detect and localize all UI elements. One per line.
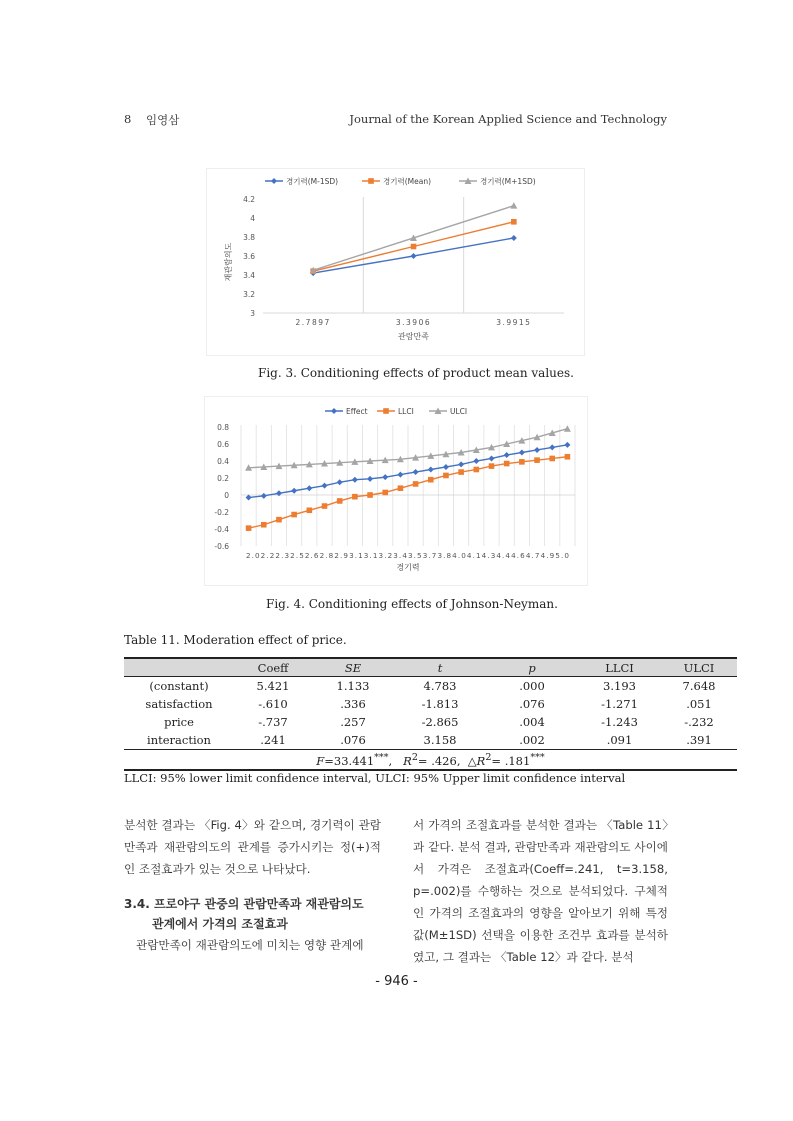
table-cell: -1.813 (421, 697, 459, 711)
table-cell: .336 (340, 697, 366, 711)
data-point (367, 492, 373, 498)
y-tick-label: 4 (250, 214, 255, 223)
y-tick-label: 0.6 (217, 440, 229, 449)
body-left-column (124, 814, 381, 956)
table-cell: .004 (519, 715, 545, 729)
body-right-column (413, 814, 668, 968)
section-title-line-1: 3.4. 프로야구 관중의 관람만족과 재관람의도 (124, 897, 364, 911)
data-point (519, 459, 525, 465)
data-point (291, 512, 297, 518)
data-point (534, 447, 540, 453)
section-title-line-2: 관계에서 가격의 조절효과 (152, 917, 288, 931)
table-row (124, 731, 737, 750)
data-point (534, 457, 540, 463)
table-cell: satisfaction (145, 697, 213, 711)
table-header-cell: LLCI (578, 658, 661, 677)
page-footer-number: - 946 - (375, 974, 418, 989)
table-header-cell: p (486, 658, 578, 677)
data-point (511, 219, 517, 225)
data-point (382, 490, 388, 496)
data-point (246, 525, 252, 531)
table-cell: .257 (340, 715, 366, 729)
table-cell: -.232 (684, 715, 714, 729)
table-cell: -.610 (258, 697, 288, 711)
data-point (474, 467, 480, 473)
left-paragraph-1: 분석한 결과는 〈Fig. 4〉와 같으며, 경기력이 관람만족과 재관람의도의 관계를 증가시키는 정(+)적인 조절효과가 있는 것으로 나타났다. (124, 818, 381, 876)
data-point (411, 244, 417, 250)
y-tick-label: 0.2 (217, 474, 229, 483)
table-row (124, 677, 737, 696)
figure-4-caption: Fig. 4. Conditioning effects of Johnson-Neyman. (266, 597, 558, 611)
table-cell: -2.865 (421, 715, 459, 729)
dr2-label: △R (467, 753, 486, 768)
table-cell: price (164, 715, 194, 729)
legend-item-text: ULCI (450, 407, 468, 416)
data-point (564, 442, 570, 448)
y-tick-label: 0.4 (217, 457, 229, 466)
data-point (504, 452, 510, 458)
x-axis-title: 관람만족 (398, 332, 429, 341)
table-row (124, 695, 737, 713)
figure-3-caption: Fig. 3. Conditioning effects of product mean values. (258, 366, 574, 380)
table-cell: 4.783 (423, 679, 457, 693)
left-paragraph-2: 관람만족이 재관람의도에 미치는 영향 관계에 (136, 938, 364, 952)
legend-item-marker (368, 178, 374, 184)
y-tick-label: -0.4 (214, 525, 229, 534)
data-point (443, 464, 449, 470)
table-cell: .241 (234, 731, 312, 750)
y-tick-label: 3.6 (243, 252, 255, 261)
f-significance: *** (374, 751, 389, 763)
x-tick-label: 3.3906 (395, 318, 432, 327)
data-point (246, 495, 252, 501)
y-tick-label: 3.2 (243, 290, 255, 299)
data-point (411, 253, 417, 259)
data-point (458, 461, 464, 467)
legend-item-marker (331, 408, 337, 414)
table-cell: -1.271 (601, 697, 638, 711)
data-point (428, 467, 434, 473)
legend-item-text: Effect (346, 407, 368, 416)
table-cell: 3.158 (394, 731, 486, 750)
y-tick-label: 0.8 (217, 423, 229, 432)
dr2-value: = .181 (491, 753, 531, 768)
table-11-note: LLCI: 95% lower limit confidence interval, ULCI: 95% Upper limit confidence interval (124, 771, 626, 785)
data-point (549, 456, 555, 462)
data-point (549, 444, 555, 450)
y-tick-label: 4.2 (243, 195, 255, 204)
data-point (352, 494, 358, 500)
legend-item-marker (271, 178, 277, 184)
table-cell: .076 (312, 731, 394, 750)
x-tick-labels: 2.02.22.32.52.62.82.93.13.13.23.43.53.73.84.04.14.34.44.64.74.95.0 (245, 551, 571, 560)
table-cell: .391 (661, 731, 737, 750)
table-cell: .002 (486, 731, 578, 750)
table-header-cell: Coeff (234, 658, 312, 677)
data-point (504, 461, 510, 467)
header-author: 임영삼 (146, 113, 180, 127)
y-tick-label: 3 (250, 309, 255, 318)
x-axis-title: 경기력 (396, 563, 420, 572)
header-journal: Journal of the Korean Applied Science and Technology (349, 112, 667, 126)
table-header-cell (124, 658, 234, 677)
y-axis-title: 재관람의도 (224, 242, 233, 282)
data-point (398, 485, 404, 491)
data-point (261, 522, 267, 528)
dr2-significance: *** (530, 751, 545, 763)
right-paragraph: 서 가격의 조절효과를 분석한 결과는 〈Table 11〉과 같다. 분석 결과, 관람만족과 재관람의도 사이에서 가격은 조절효과(Coeff=.241, t=3.158, p=.002)를 수행하는 것으로 분석되었다. 구체적인 가격의 조절효과의 영향을 알아보기 위해 특정 값(M±1SD) 선택을 이용한 조건부 효과를 분석하였고, 그 결과는 〈Table 12〉과 같다. 분석 (413, 818, 668, 964)
table-header-cell: SE (312, 658, 394, 677)
x-tick-label: 2.7897 (295, 318, 331, 327)
data-point (307, 508, 313, 514)
table-cell: .091 (578, 731, 661, 750)
header-page-number: 8 (124, 112, 132, 126)
data-point (428, 477, 434, 483)
data-point (413, 481, 419, 487)
figure-3 (206, 168, 585, 356)
data-point (565, 454, 571, 460)
data-point (261, 493, 267, 499)
data-point (489, 463, 495, 469)
x-tick-label: 3.9915 (496, 318, 532, 327)
data-point (564, 425, 571, 432)
data-point (511, 235, 517, 241)
data-point (458, 469, 464, 475)
table-11-title: Table 11. Moderation effect of price. (124, 633, 347, 647)
data-point (489, 455, 495, 461)
data-point (397, 472, 403, 478)
table-cell: 5.421 (256, 679, 290, 693)
y-tick-label: 3.8 (243, 233, 255, 242)
data-point (276, 517, 282, 523)
table-cell: .076 (519, 697, 545, 711)
f-label: F (316, 753, 325, 768)
y-tick-label: 0 (224, 491, 229, 500)
table-row (124, 713, 737, 731)
legend-item-text: 경기력(M+1SD) (480, 177, 536, 186)
data-point (382, 474, 388, 480)
f-value: =33.441 (324, 753, 375, 768)
table-cell: (constant) (149, 679, 209, 693)
data-point (473, 458, 479, 464)
table-header-cell: t (394, 658, 486, 677)
legend-item-text: LLCI (398, 407, 414, 416)
y-tick-label: -0.6 (214, 542, 229, 551)
data-point (519, 450, 525, 456)
table-header-cell: ULCI (661, 658, 737, 677)
data-point (352, 477, 358, 483)
data-point (413, 469, 419, 475)
data-point (510, 202, 517, 209)
data-point (367, 476, 373, 482)
table-cell: interaction (124, 731, 234, 750)
table-cell: .051 (686, 697, 712, 711)
table-11 (124, 657, 737, 771)
table-cell: .000 (519, 679, 545, 693)
y-tick-label: 3.4 (243, 271, 255, 280)
table-cell: 7.648 (682, 679, 716, 693)
table-cell: 3.193 (603, 679, 636, 693)
data-point (322, 483, 328, 489)
data-point (443, 473, 449, 479)
table-cell: 1.133 (336, 679, 370, 693)
figure-4 (204, 396, 588, 586)
table-fstat-row (124, 750, 737, 771)
r2-label: R (403, 753, 412, 768)
data-point (337, 479, 343, 485)
legend-item-text: 경기력(Mean) (383, 177, 432, 186)
data-point (306, 485, 312, 491)
table-header-row (124, 658, 737, 677)
legend-item-text: 경기력(M-1SD) (286, 177, 339, 186)
figure-4-chart (205, 397, 587, 585)
data-point (322, 503, 328, 509)
r2-value: = .426, (417, 753, 461, 768)
figure-3-chart (207, 169, 584, 355)
y-tick-label: -0.2 (214, 508, 229, 517)
legend-item-marker (383, 408, 389, 414)
data-point (291, 488, 297, 494)
table-cell: -.737 (258, 715, 288, 729)
table-cell: -1.243 (601, 715, 638, 729)
fstat-cell: F=33.441***, $R^2= .426$, $\triangle R^2= .181^{***}$ (124, 750, 737, 771)
data-point (337, 498, 343, 504)
